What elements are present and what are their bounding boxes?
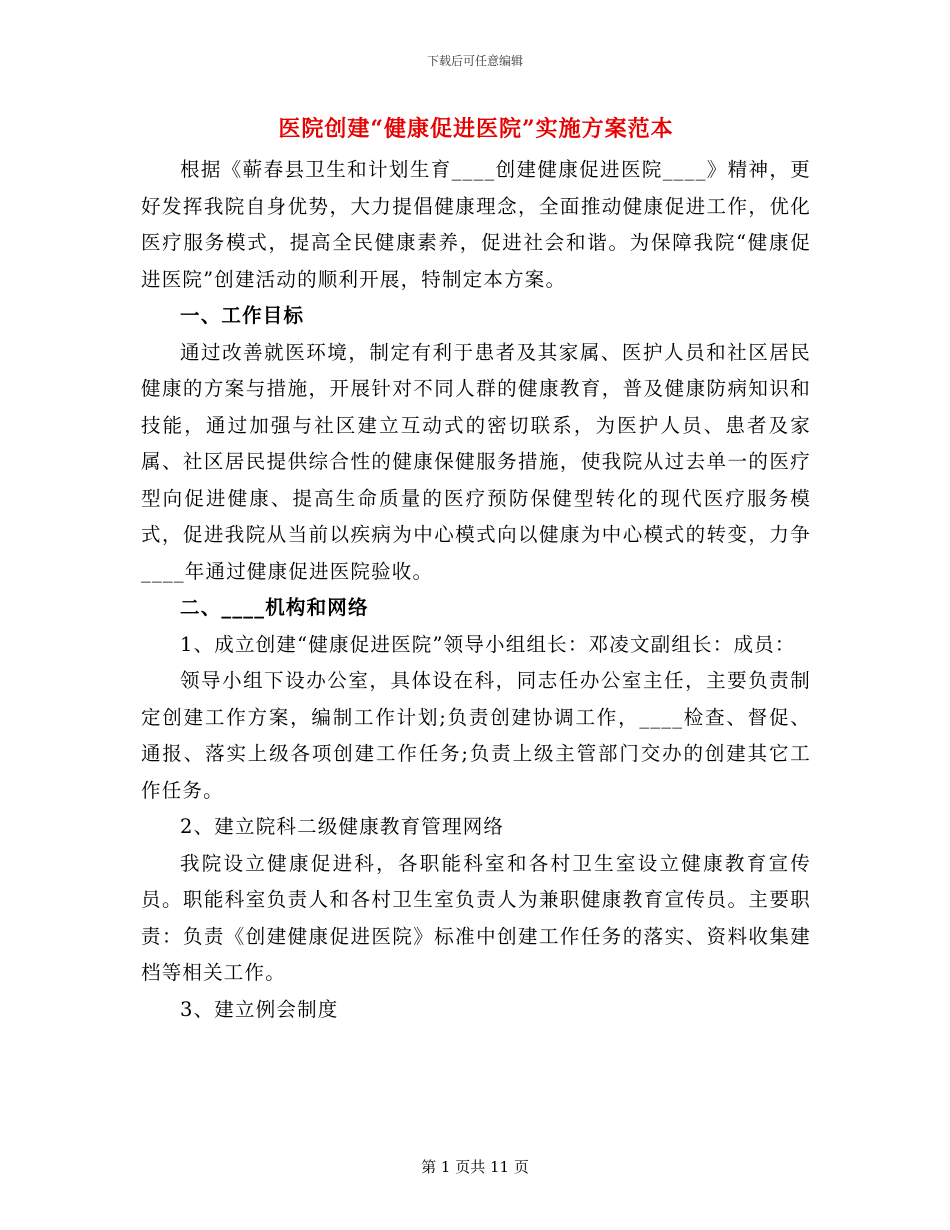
body-paragraph: 我院设立健康促进科，各职能科室和各村卫生室设立健康教育宣传员。职能科室负责人和各村卫生室负责人为兼职健康教育宣传员。主要职责：负责《创建健康促进医院》标准中创建工作任务的落实、资料收集建档等相关工作。 [141, 851, 811, 984]
page-footer: 第 1 页共 11 页 [421, 1158, 529, 1176]
body-paragraph: 3、建立例会制度 [180, 997, 339, 1021]
body-paragraph: 通过改善就医环境，制定有利于患者及其家属、医护人员和社区居民健康的方案与措施，开展针对不同人群的健康教育，普及健康防病知识和技能，通过加强与社区建立互动式的密切联系，为医护人员、患者及家属、社区居民提供综合性的健康保健服务措施，使我院从过去单一的医疗型向促进健康、提高生命质量的医疗预防保健型转化的现代医疗服务模式，促进我院从当前以疾病为中心模式向以健康为中心模式的转变，力争____年通过健康促进医院验收。 [141, 340, 811, 583]
body-paragraph: 根据《蕲春县卫生和计划生育____创建健康促进医院____》精神，更好发挥我院自身优势，大力提倡健康理念，全面推动健康促进工作，优化医疗服务模式，提高全民健康素养，促进社会和谐。为保障我院“健康促进医院”创建活动的顺利开展，特制定本方案。 [141, 158, 811, 291]
body-paragraph: 领导小组下设办公室，具体设在科，同志任办公室主任，主要负责制定创建工作方案，编制工作计划;负责创建协调工作，____检查、督促、通报、落实上级各项创建工作任务;负责上级主管部门交办的创建其它工作任务。 [141, 669, 811, 802]
document-body [141, 112, 811, 1028]
section-heading: 二、____机构和网络 [180, 596, 369, 619]
section-heading: 一、工作目标 [180, 304, 305, 327]
body-paragraph: 1、成立创建“健康促进医院”领导小组组长：邓凌文副组长：成员： [180, 632, 796, 656]
document-title: 医院创建“健康促进医院”实施方案范本 [278, 116, 674, 142]
document-paragraphs [141, 152, 811, 1028]
body-paragraph: 2、建立院科二级健康教育管理网络 [180, 815, 505, 838]
page-header-note: 下载后可任意编辑 [426, 54, 523, 68]
